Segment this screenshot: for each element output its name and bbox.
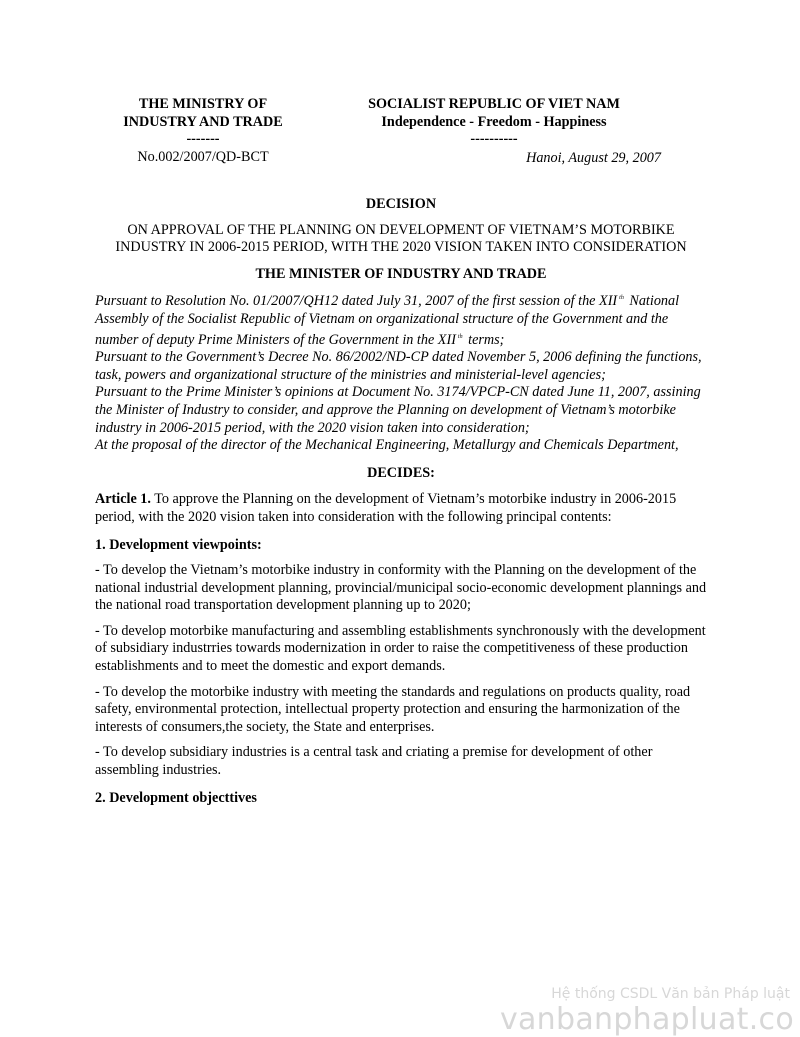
legal-basis-item: Pursuant to the Prime Minister’s opinions at Document No. 3174/VPCP-CN dated June 11, 2007, assining the Minister of Industry to consider, and approve the Planning on development of Vietnam’s motorbike industry in 2006-2015 period, with the 2020 vision taken into consideration; (95, 384, 701, 436)
document-title: DECISION (365, 196, 437, 212)
article-1 (95, 491, 707, 526)
section-1-item: - To develop the Vietnam’s motorbike industry in conformity with the Planning on the development of the national industrial development planning, provincial/municipal socio-economic development plannings and the national road transportation development planning up to 2020; (95, 562, 707, 614)
issuer-separator: ------- (186, 131, 220, 148)
document-subtitle: ON APPROVAL OF THE PLANNING ON DEVELOPMENT OF VIETNAM’S MOTORBIKE INDUSTRY IN 2006-2015 PERIOD, WITH THE 2020 VISION TAKEN INTO CONSIDERATION (115, 221, 687, 256)
issuer-name-line2: INDUSTRY AND TRADE (123, 113, 283, 130)
legal-basis-item (95, 290, 707, 349)
document-number: No.002/2007/QD-BCT (137, 148, 269, 165)
superscript: th (619, 295, 624, 302)
country-name: SOCIALIST REPUBLIC OF VIET NAM (368, 96, 620, 112)
issuing-authority: THE MINISTER OF INDUSTRY AND TRADE (255, 265, 547, 282)
legal-basis-text: Pursuant to Resolution No. 01/2007/QH12 dated July 31, 2007 of the first session of the XII (95, 293, 618, 310)
section-1-item: - To develop motorbike manufacturing and assembling establishments synchronously with the development of subsidiary industrries towards modernization in order to raise the competitiveness of these production establishments and to meet the domestic and export demands. (95, 622, 706, 675)
article-label: Article 1. (95, 491, 151, 508)
legal-basis-item: Pursuant to the Government’s Decree No. 86/2002/ND-CP dated November 5, 2006 defining the functions, task, powers and organizational structure of the ministries and ministerial-level agencies; (95, 349, 702, 383)
legal-basis-text: terms; (468, 331, 505, 348)
article-text: To approve the Planning on the development of Vietnam’s motorbike industry in 2006-2015 period, with the 2020 vision taken into consideration with the following principal contents: (95, 491, 677, 525)
motto-separator: ---------- (470, 131, 518, 148)
document-header (95, 96, 707, 168)
section-2-heading: 2. Development objecttives (95, 789, 257, 806)
issuer-name-line1: THE MINISTRY OF (138, 96, 268, 112)
section-1-heading: 1. Development viewpoints: (95, 536, 262, 553)
superscript: th (457, 333, 463, 340)
decides-heading: DECIDES: (367, 464, 435, 481)
watermark (500, 987, 794, 1035)
issuer-block (95, 96, 311, 166)
national-motto: Independence - Freedom - Happiness (381, 113, 607, 130)
legal-basis-item: At the proposal of the director of the Mechanical Engineering, Metallurgy and Chemicals Department, (95, 437, 679, 454)
watermark-line2: vanbanphapluat.co (499, 1002, 794, 1037)
national-motto-block (341, 96, 647, 149)
watermark-line1: Hệ thống CSDL Văn bản Pháp luật (551, 986, 790, 1002)
document-page (95, 96, 707, 807)
legal-basis-text: National Assembly of the Socialist Republic of Vietnam on organizational structure of the Government and the number of deputy Prime Ministers of the Government in the XII (95, 293, 680, 348)
section-1-item: - To develop subsidiary industries is a central task and criating a premise for development of other assembling industries. (95, 744, 653, 779)
legal-basis (95, 290, 707, 454)
section-1-item: - To develop the motorbike industry with meeting the standards and regulations on products quality, road safety, environmental protection, intellectual property protection and ensuring the harmonization of the interests of consumers,the society, the State and enterprises. (95, 683, 691, 735)
document-date: Hanoi, August 29, 2007 (526, 150, 661, 166)
